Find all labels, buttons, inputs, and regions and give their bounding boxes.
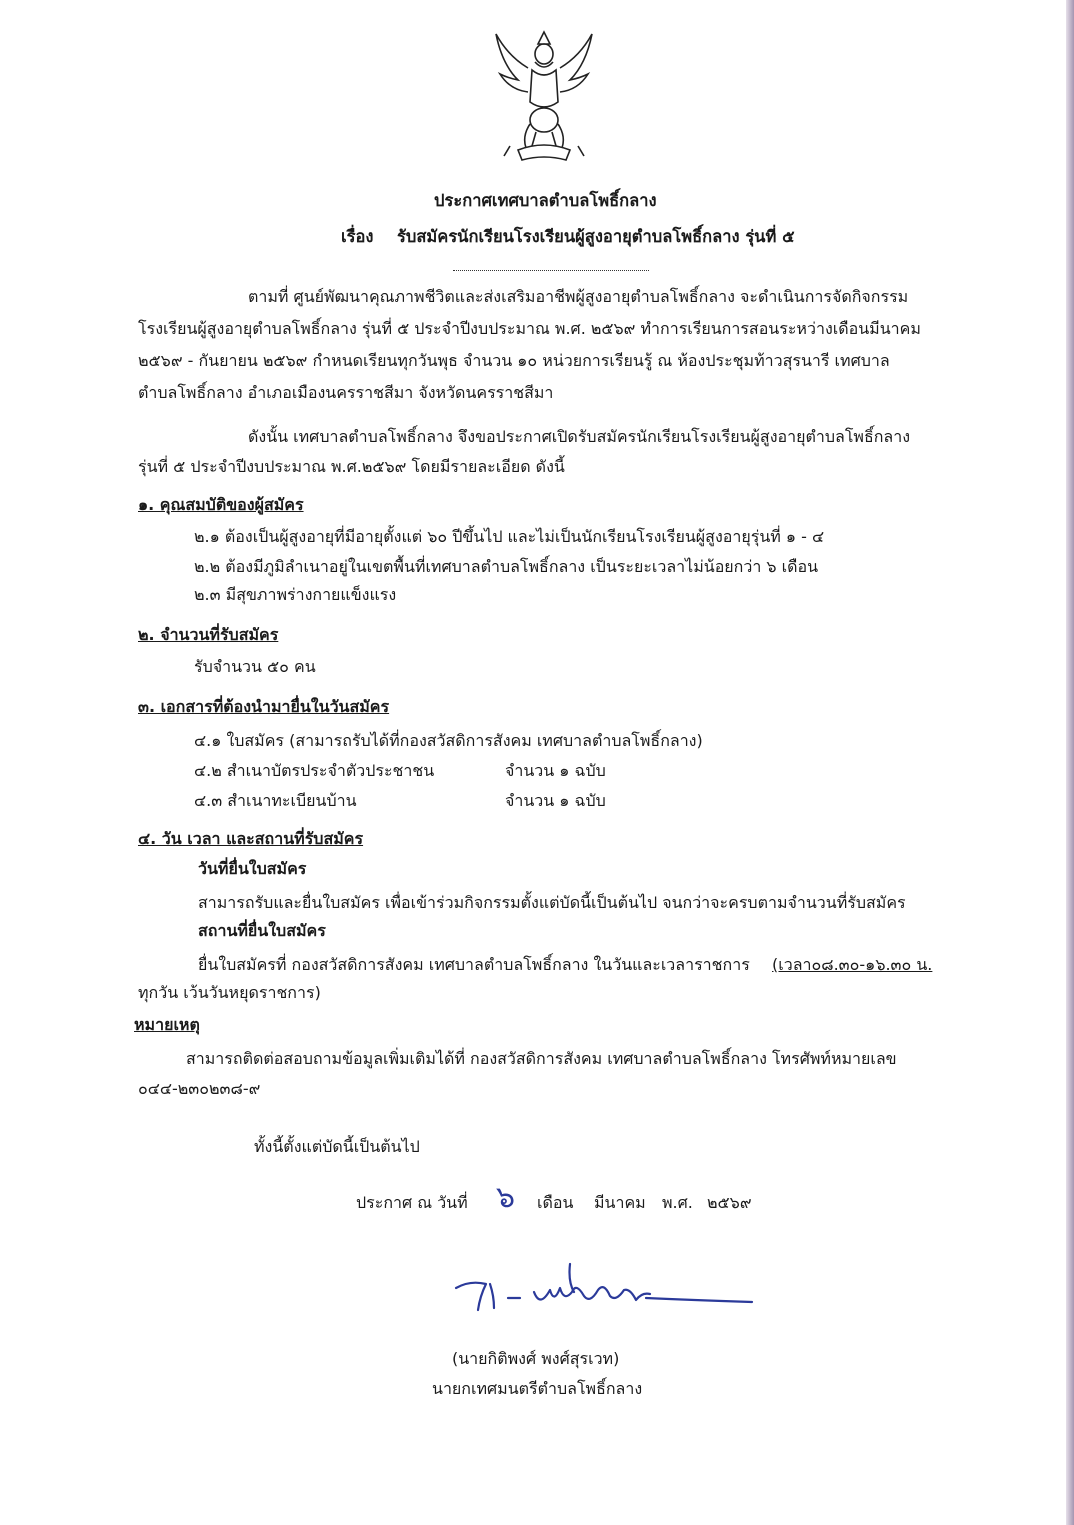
document-item-2-label: ๔.๒ สำเนาบัตรประจำตัวประชาชน (194, 761, 435, 780)
note-line-1: สามารถติดต่อสอบถามข้อมูลเพิ่มเติมได้ที่ กองสวัสดิการสังคม เทศบาลตำบลโพธิ์กลาง โทรศัพท์หมายเลข (186, 1049, 897, 1068)
announced-day: ๖ (496, 1180, 516, 1215)
announced-prefix: ประกาศ ณ วันที่ (356, 1193, 468, 1212)
title-divider (453, 270, 649, 271)
qualification-item: ๒.๑ ต้องเป็นผู้สูงอายุที่มีอายุตั้งแต่ ๖๐ ปีขึ้นไป และไม่เป็นนักเรียนโรงเรียนผู้สูงอายุรุ่นที่ ๑ - ๔ (194, 527, 825, 546)
place-heading: สถานที่ยื่นใบสมัคร (198, 921, 326, 940)
place-text: ยื่นใบสมัครที่ กองสวัสดิการสังคม เทศบาลตำบลโพธิ์กลาง ในวันและเวลาราชการ (198, 955, 750, 974)
intro-line-1: ตามที่ ศูนย์พัฒนาคุณภาพชีวิตและส่งเสริมอาชีพผู้สูงอายุตำบลโพธิ์กลาง จะดำเนินการจัดกิจกรรม (248, 287, 909, 306)
effective-text: ทั้งนี้ตั้งแต่บัดนี้เป็นต้นไป (254, 1137, 420, 1156)
subject-label: เรื่อง (341, 227, 374, 246)
documents-heading: ๓. เอกสารที่ต้องนำมายื่นในวันสมัคร (138, 697, 390, 716)
date-heading: วันที่ยื่นใบสมัคร (198, 859, 307, 878)
month-value: มีนาคม (594, 1193, 646, 1212)
subject-text: รับสมัครนักเรียนโรงเรียนผู้สูงอายุตำบลโพธิ์กลาง รุ่นที่ ๕ (397, 227, 795, 246)
document-item-3-qty: จำนวน ๑ ฉบับ (505, 791, 606, 810)
intro-line-2: โรงเรียนผู้สูงอายุตำบลโพธิ์กลาง รุ่นที่ ๕ ประจำปีงบประมาณ พ.ศ. ๒๕๖๙ ทำการเรียนการสอนระหว่างเดือนมีนาคม (138, 319, 921, 338)
intro-line-3: ๒๕๖๙ - กันยายน ๒๕๖๙ กำหนดเรียนทุกวันพุธ จำนวน ๑๐ หน่วยการเรียนรู้ ณ ห้องประชุมท้าวสุรนารี เทศบาล (138, 351, 890, 370)
note-line-2: ๐๔๔-๒๓๐๒๓๘-๙ (138, 1079, 261, 1098)
quota-heading: ๒. จำนวนที่รับสมัคร (138, 625, 279, 644)
note-heading: หมายเหตุ (134, 1015, 200, 1034)
year-label: พ.ศ. (662, 1193, 693, 1212)
document-title: ประกาศเทศบาลตำบลโพธิ์กลาง (434, 191, 657, 210)
qualification-item: ๒.๓ มีสุขภาพร่างกายแข็งแรง (194, 585, 397, 604)
garuda-emblem-icon (488, 28, 600, 168)
signatory-name: (นายกิติพงศ์ พงศ์สุรเวท) (452, 1349, 620, 1368)
document-item-2-qty: จำนวน ๑ ฉบับ (505, 761, 606, 780)
page-edge-shadow (1066, 0, 1074, 1525)
announcement-line-1: ดังนั้น เทศบาลตำบลโพธิ์กลาง จึงขอประกาศเปิดรับสมัครนักเรียนโรงเรียนผู้สูงอายุตำบลโพธิ์กลาง (248, 427, 911, 446)
intro-line-4: ตำบลโพธิ์กลาง อำเภอเมืองนครราชสีมา จังหวัดนครราชสีมา (138, 383, 554, 402)
year-value: ๒๕๖๙ (707, 1193, 752, 1212)
month-label: เดือน (537, 1193, 574, 1212)
signatory-position: นายกเทศมนตรีตำบลโพธิ์กลาง (432, 1379, 643, 1398)
announcement-line-2: รุ่นที่ ๕ ประจำปีงบประมาณ พ.ศ.๒๕๖๙ โดยมีรายละเอียด ดังนี้ (138, 457, 565, 476)
document-item-1: ๔.๑ ใบสมัคร (สามารถรับได้ที่กองสวัสดิการสังคม เทศบาลตำบลโพธิ์กลาง) (194, 731, 703, 750)
schedule-heading: ๔. วัน เวลา และสถานที่รับสมัคร (138, 829, 364, 848)
place-time: (เวลา๐๘.๓๐-๑๖.๓๐ น. (772, 955, 933, 974)
qualifications-heading: ๑. คุณสมบัติของผู้สมัคร (138, 495, 304, 514)
qualification-item: ๒.๒ ต้องมีภูมิลำเนาอยู่ในเขตพื้นที่เทศบาลตำบลโพธิ์กลาง เป็นระยะเวลาไม่น้อยกว่า ๖ เดือน (194, 557, 819, 576)
date-text: สามารถรับและยื่นใบสมัคร เพื่อเข้าร่วมกิจกรรมตั้งแต่บัดนี้เป็นต้นไป จนกว่าจะครบตามจำนวนที่รับสมัคร (198, 893, 906, 912)
quota-text: รับจำนวน ๕๐ คน (194, 657, 316, 676)
place-text-line-2: ทุกวัน เว้นวันหยุดราชการ) (138, 983, 321, 1002)
signature-image (450, 1262, 770, 1342)
document-item-3-label: ๔.๓ สำเนาทะเบียนบ้าน (194, 791, 357, 810)
